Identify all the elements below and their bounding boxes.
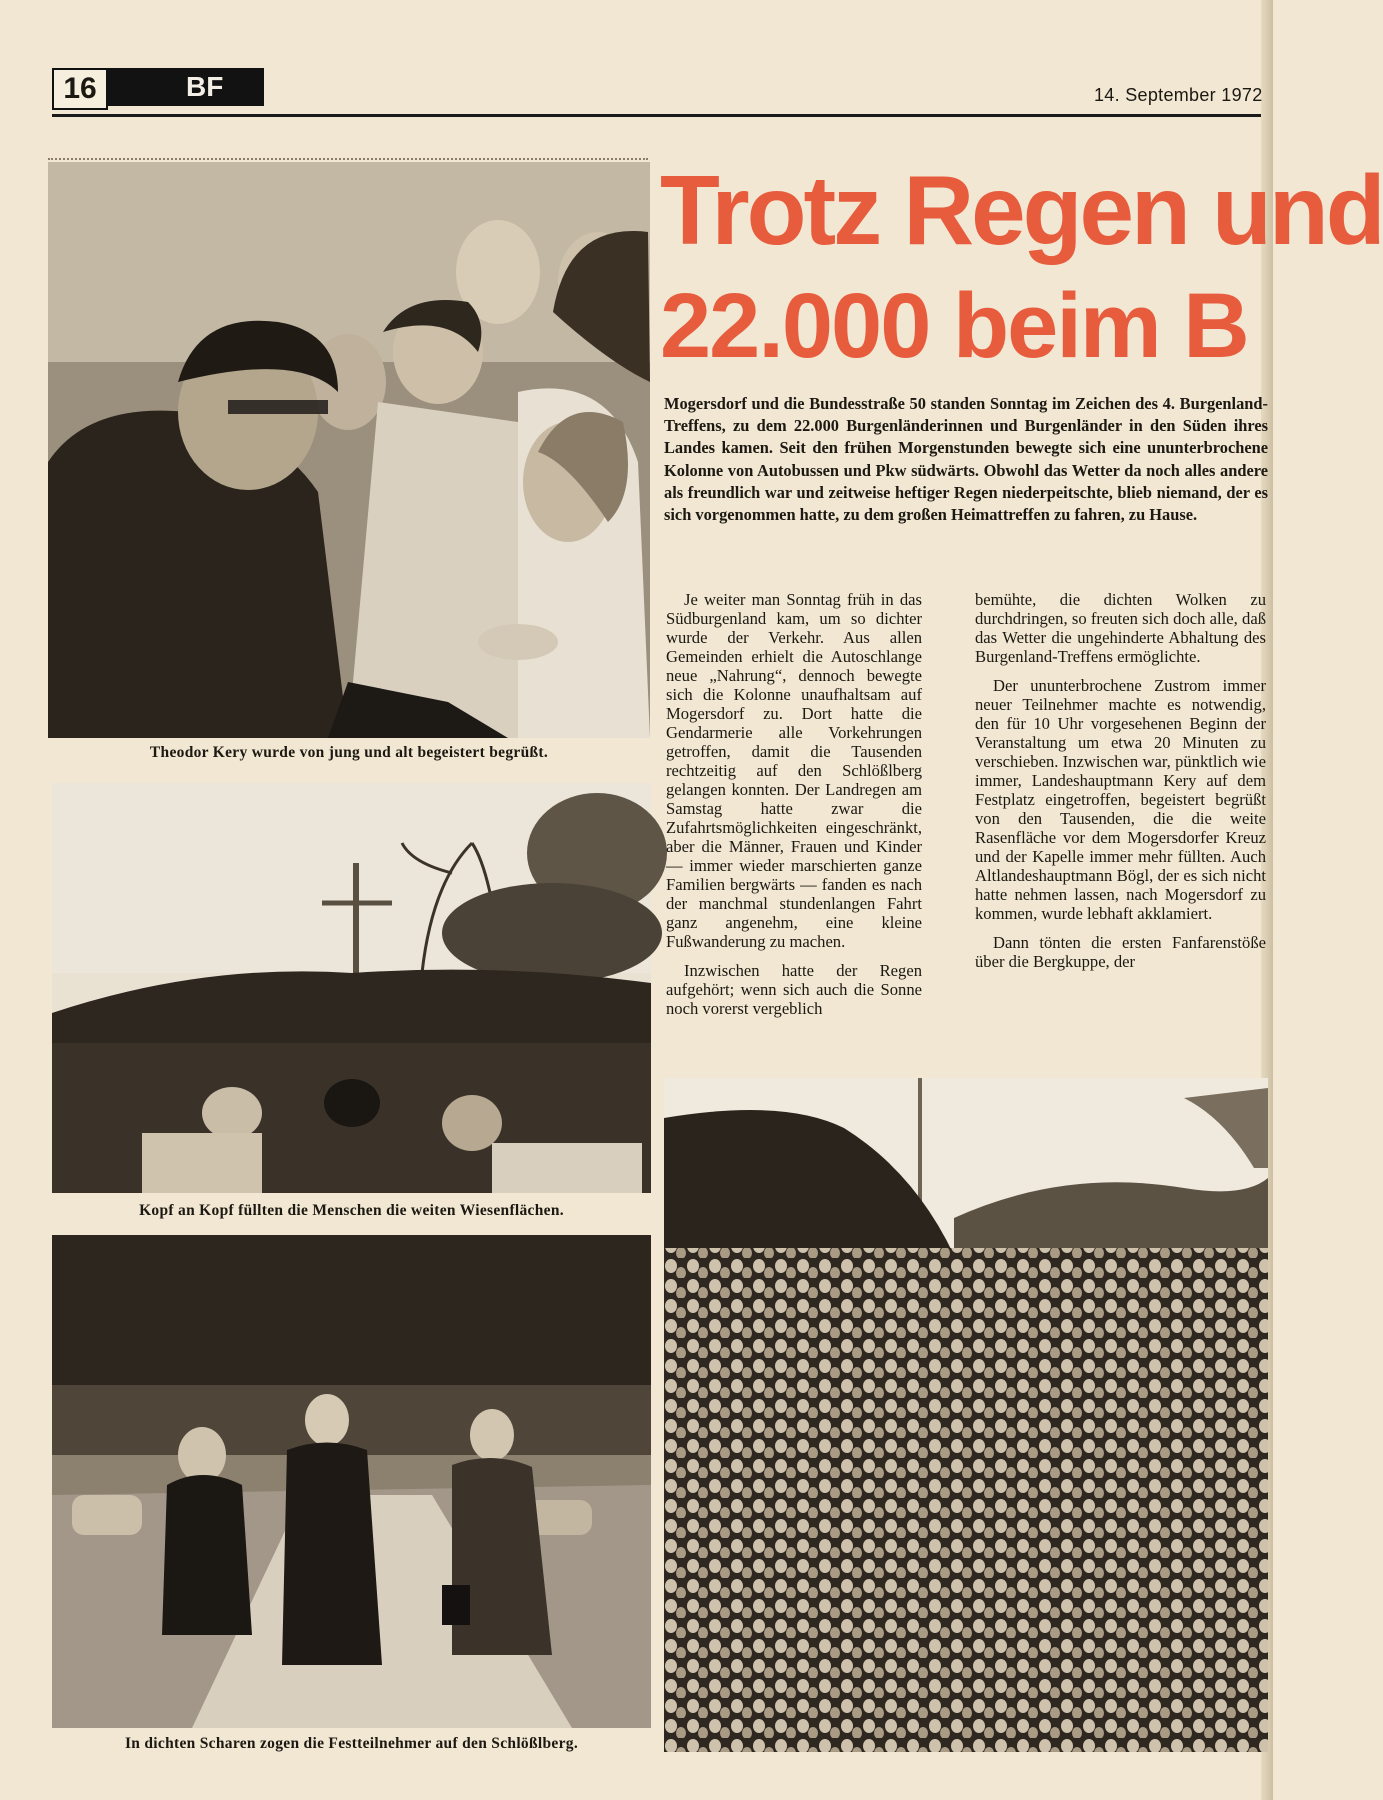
- section-bar: [106, 68, 264, 106]
- column2-paragraph: Dann tönten die ersten Fanfarenstöße über die Bergkuppe, der: [975, 933, 1266, 971]
- caption-photo-3: In dichten Scharen zogen die Festteilnehmer auf den Schlößlberg.: [124, 1735, 579, 1752]
- photo-kery-greeting: [48, 162, 650, 738]
- page-number: 16: [52, 68, 108, 110]
- column1-paragraph: Je weiter man Sonntag früh in das Südburgenland kam, um so dichter wurde der Verkehr. Aus allen Gemeinden erhielt die Autoschlange neue „Nahrung“, dennoch bewegte sich die Kolonne unaufhaltsam auf Mogersdorf zu. Dort hatte die Gendarmerie alle Vorkehrungen getroffen, damit die Tausenden rechtzeitig auf den Schlößlberg gelangen konnten. Der Landregen am Samstag hatte zwar die Zufahrtsmöglichkeiten eingeschränkt, aber die Männer, Frauen und Kinder — immer wieder marschierten ganze Familien bergwärts — fanden es nach der manchmal stundenlangen Fahrt ganz angenehm, eine kleine Fußwanderung zu machen.: [666, 590, 922, 951]
- photo-large-crowd: [664, 1078, 1268, 1752]
- text-column-1: [666, 590, 922, 1028]
- lead-paragraph: Mogersdorf und die Bundesstraße 50 standen Sonntag im Zeichen des 4. Burgenland-Treffens, zu dem 22.000 Burgenländerinnen und Burgenländer in den Süden ihres Landes kamen. Seit den frühen Morgenstunden bewegte sich eine ununterbrochene Kolonne von Autobussen und Pkw südwärts. Obwohl das Wetter da noch alles andere als freundlich war und zeitweise heftiger Regen niederpeitschte, blieb niemand, der es sich vorgenommen hatte, zu dem großen Heimattreffen zu fahren, zu Hause.: [664, 394, 1268, 525]
- text-column-2: [975, 590, 1266, 981]
- column1-paragraph: Inzwischen hatte der Regen aufgehört; wenn sich auch die Sonne noch vorerst vergeblich: [666, 961, 922, 1018]
- caption-photo-1: Theodor Kery wurde von jung und alt begeistert begrüßt.: [149, 744, 549, 761]
- headline-line-1: Trotz Regen und: [660, 155, 1383, 265]
- photo-crowd-meadow: [52, 783, 651, 1193]
- headline-line-2: 22.000 beim B: [660, 275, 1248, 377]
- photo-procession: [52, 1235, 651, 1728]
- column2-paragraph: bemühte, die dichten Wolken zu durchdringen, so freuten sich doch alle, daß das Wetter die ungehinderte Abhaltung des Burgenland-Treffens ermöglichte.: [975, 590, 1266, 666]
- section-tag: BF: [186, 71, 224, 102]
- column2-paragraph: Der ununterbrochene Zustrom immer neuer Teilnehmer machte es notwendig, den für 10 Uhr vorgesehenen Beginn der Veranstaltung um etwa 20 Minuten zu verschieben. Inzwischen war, pünktlich wie immer, Landeshauptmann Kery auf dem Festplatz eingetroffen, begeistert begrüßt von den Tausenden, die die weite Rasenfläche vor dem Mogersdorfer Kreuz und der Kapelle immer mehr füllten. Auch Altlandeshauptmann Bögl, der es sich nicht hatte nehmen lassen, nach Mogersdorf zu kommen, wurde lebhaft akklamiert.: [975, 676, 1266, 923]
- issue-date: 14. September 1972: [1094, 85, 1263, 105]
- caption-photo-2: Kopf an Kopf füllten die Menschen die weiten Wiesenflächen.: [139, 1202, 564, 1219]
- dotted-rule: [48, 158, 648, 160]
- header-rule: [52, 114, 1261, 117]
